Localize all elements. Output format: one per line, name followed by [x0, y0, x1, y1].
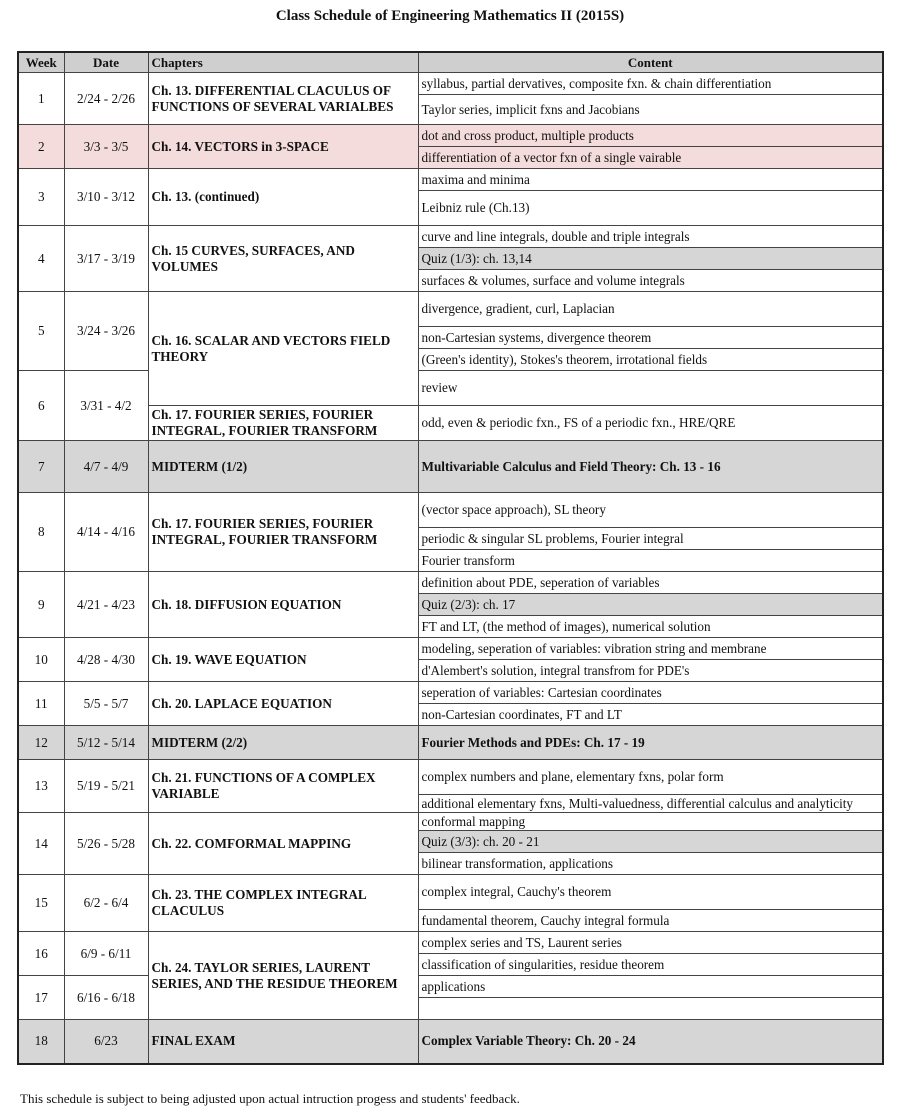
content-cell: FT and LT, (the method of images), numerical solution — [418, 616, 883, 638]
header-date: Date — [64, 52, 148, 73]
content-cell: Quiz (2/3): ch. 17 — [418, 594, 883, 616]
chapter-cell: Ch. 18. DIFFUSION EQUATION — [148, 572, 418, 638]
table-row — [18, 441, 883, 493]
date-cell: 6/23 — [64, 1020, 148, 1064]
date-cell: 5/12 - 5/14 — [64, 726, 148, 760]
content-cell: conformal mapping — [418, 813, 883, 831]
content-cell: Fourier transform — [418, 550, 883, 572]
header-row — [18, 52, 883, 73]
date-cell: 5/19 - 5/21 — [64, 760, 148, 813]
content-cell: definition about PDE, seperation of variables — [418, 572, 883, 594]
page-title: Class Schedule of Engineering Mathematics II (2015S) — [275, 8, 625, 24]
content-cell: syllabus, partial dervatives, composite fxn. & chain differentiation — [418, 73, 883, 95]
content-cell: dot and cross product, multiple products — [418, 125, 883, 147]
content-cell: complex series and TS, Laurent series — [418, 932, 883, 954]
content-cell: maxima and minima — [418, 169, 883, 191]
week-cell: 16 — [18, 932, 64, 976]
week-cell: 14 — [18, 813, 64, 875]
chapter-cell: Ch. 24. TAYLOR SERIES, LAURENT SERIES, AND THE RESIDUE THEOREM — [148, 932, 418, 1020]
content-cell: curve and line integrals, double and triple integrals — [418, 226, 883, 248]
date-cell: 6/9 - 6/11 — [64, 932, 148, 976]
table-row — [18, 73, 883, 95]
chapter-cell: Ch. 13. DIFFERENTIAL CLACULUS OF FUNCTIONS OF SEVERAL VARIALBES — [148, 73, 418, 125]
content-cell: Complex Variable Theory: Ch. 20 - 24 — [418, 1020, 883, 1064]
week-cell: 6 — [18, 371, 64, 441]
week-cell: 13 — [18, 760, 64, 813]
schedule-table — [17, 51, 884, 1065]
week-cell: 7 — [18, 441, 64, 493]
chapter-cell: Ch. 23. THE COMPLEX INTEGRAL CLACULUS — [148, 875, 418, 932]
content-cell: applications — [418, 976, 883, 998]
table-row — [18, 638, 883, 660]
week-cell: 3 — [18, 169, 64, 226]
content-cell: additional elementary fxns, Multi-valuedness, differential calculus and analyticity — [418, 795, 883, 813]
content-cell: periodic & singular SL problems, Fourier integral — [418, 528, 883, 550]
content-cell: Multivariable Calculus and Field Theory: Ch. 13 - 16 — [418, 441, 883, 493]
table-row — [18, 226, 883, 248]
chapter-cell: Ch. 15 CURVES, SURFACES, AND VOLUMES — [148, 226, 418, 292]
chapter-cell: Ch. 14. VECTORS in 3-SPACE — [148, 125, 418, 169]
week-cell: 12 — [18, 726, 64, 760]
date-cell: 4/7 - 4/9 — [64, 441, 148, 493]
content-cell: classification of singularities, residue theorem — [418, 954, 883, 976]
date-cell: 5/5 - 5/7 — [64, 682, 148, 726]
table-row — [18, 976, 883, 998]
date-cell: 3/24 - 3/26 — [64, 292, 148, 371]
week-cell: 15 — [18, 875, 64, 932]
content-cell: non-Cartesian systems, divergence theorem — [418, 327, 883, 349]
week-cell: 5 — [18, 292, 64, 371]
chapter-cell: MIDTERM (2/2) — [148, 726, 418, 760]
week-cell: 11 — [18, 682, 64, 726]
date-cell: 6/16 - 6/18 — [64, 976, 148, 1020]
chapter-cell: Ch. 16. SCALAR AND VECTORS FIELD THEORY — [148, 292, 418, 406]
content-cell: Quiz (1/3): ch. 13,14 — [418, 248, 883, 270]
chapter-cell: Ch. 17. FOURIER SERIES, FOURIER INTEGRAL, FOURIER TRANSFORM — [148, 406, 418, 441]
date-cell: 2/24 - 2/26 — [64, 73, 148, 125]
date-cell: 6/2 - 6/4 — [64, 875, 148, 932]
date-cell: 3/10 - 3/12 — [64, 169, 148, 226]
table-row — [18, 125, 883, 147]
content-cell: bilinear transformation, applications — [418, 853, 883, 875]
chapter-cell: MIDTERM (1/2) — [148, 441, 418, 493]
chapter-cell: Ch. 19. WAVE EQUATION — [148, 638, 418, 682]
table-row — [18, 493, 883, 528]
header-chapters: Chapters — [148, 52, 418, 73]
date-cell: 5/26 - 5/28 — [64, 813, 148, 875]
content-cell: differentiation of a vector fxn of a single vairable — [418, 147, 883, 169]
content-cell: surfaces & volumes, surface and volume integrals — [418, 270, 883, 292]
table-row — [18, 371, 883, 406]
table-row — [18, 572, 883, 594]
date-cell: 4/14 - 4/16 — [64, 493, 148, 572]
content-cell: (vector space approach), SL theory — [418, 493, 883, 528]
week-cell: 10 — [18, 638, 64, 682]
chapter-cell: Ch. 17. FOURIER SERIES, FOURIER INTEGRAL, FOURIER TRANSFORM — [148, 493, 418, 572]
content-cell: complex numbers and plane, elementary fxns, polar form — [418, 760, 883, 795]
content-cell: (Green's identity), Stokes's theorem, irrotational fields — [418, 349, 883, 371]
header-content: Content — [418, 52, 883, 73]
content-cell: seperation of variables: Cartesian coordinates — [418, 682, 883, 704]
week-cell: 8 — [18, 493, 64, 572]
table-row — [18, 292, 883, 327]
date-cell: 3/31 - 4/2 — [64, 371, 148, 441]
content-cell: d'Alembert's solution, integral transfrom for PDE's — [418, 660, 883, 682]
table-row — [18, 1020, 883, 1064]
table-row — [18, 406, 883, 441]
table-row — [18, 726, 883, 760]
week-cell: 18 — [18, 1020, 64, 1064]
date-cell: 4/21 - 4/23 — [64, 572, 148, 638]
content-cell: Taylor series, implicit fxns and Jacobians — [418, 95, 883, 125]
date-cell: 3/17 - 3/19 — [64, 226, 148, 292]
content-cell: Quiz (3/3): ch. 20 - 21 — [418, 831, 883, 853]
content-cell: Fourier Methods and PDEs: Ch. 17 - 19 — [418, 726, 883, 760]
chapter-cell: Ch. 20. LAPLACE EQUATION — [148, 682, 418, 726]
content-cell: odd, even & periodic fxn., FS of a periodic fxn., HRE/QRE — [418, 406, 883, 441]
content-cell: Leibniz rule (Ch.13) — [418, 191, 883, 226]
content-cell: complex integral, Cauchy's theorem — [418, 875, 883, 910]
content-cell: divergence, gradient, curl, Laplacian — [418, 292, 883, 327]
content-cell: review — [418, 371, 883, 406]
header-week: Week — [18, 52, 64, 73]
week-cell: 9 — [18, 572, 64, 638]
week-cell: 17 — [18, 976, 64, 1020]
table-row — [18, 169, 883, 191]
chapter-cell: FINAL EXAM — [148, 1020, 418, 1064]
date-cell: 4/28 - 4/30 — [64, 638, 148, 682]
date-cell: 3/3 - 3/5 — [64, 125, 148, 169]
content-cell: fundamental theorem, Cauchy integral formula — [418, 910, 883, 932]
week-cell: 2 — [18, 125, 64, 169]
chapter-cell: Ch. 21. FUNCTIONS OF A COMPLEX VARIABLE — [148, 760, 418, 813]
content-cell: modeling, seperation of variables: vibration string and membrane — [418, 638, 883, 660]
table-row — [18, 932, 883, 954]
content-cell — [418, 998, 883, 1020]
table-row — [18, 875, 883, 910]
chapter-cell: Ch. 22. COMFORMAL MAPPING — [148, 813, 418, 875]
table-row — [18, 682, 883, 704]
table-row — [18, 813, 883, 831]
footer-note: This schedule is subject to being adjusted upon actual intruction progess and students' feedback. — [20, 1091, 520, 1106]
content-cell: non-Cartesian coordinates, FT and LT — [418, 704, 883, 726]
table-row — [18, 760, 883, 795]
week-cell: 1 — [18, 73, 64, 125]
chapter-cell: Ch. 13. (continued) — [148, 169, 418, 226]
week-cell: 4 — [18, 226, 64, 292]
